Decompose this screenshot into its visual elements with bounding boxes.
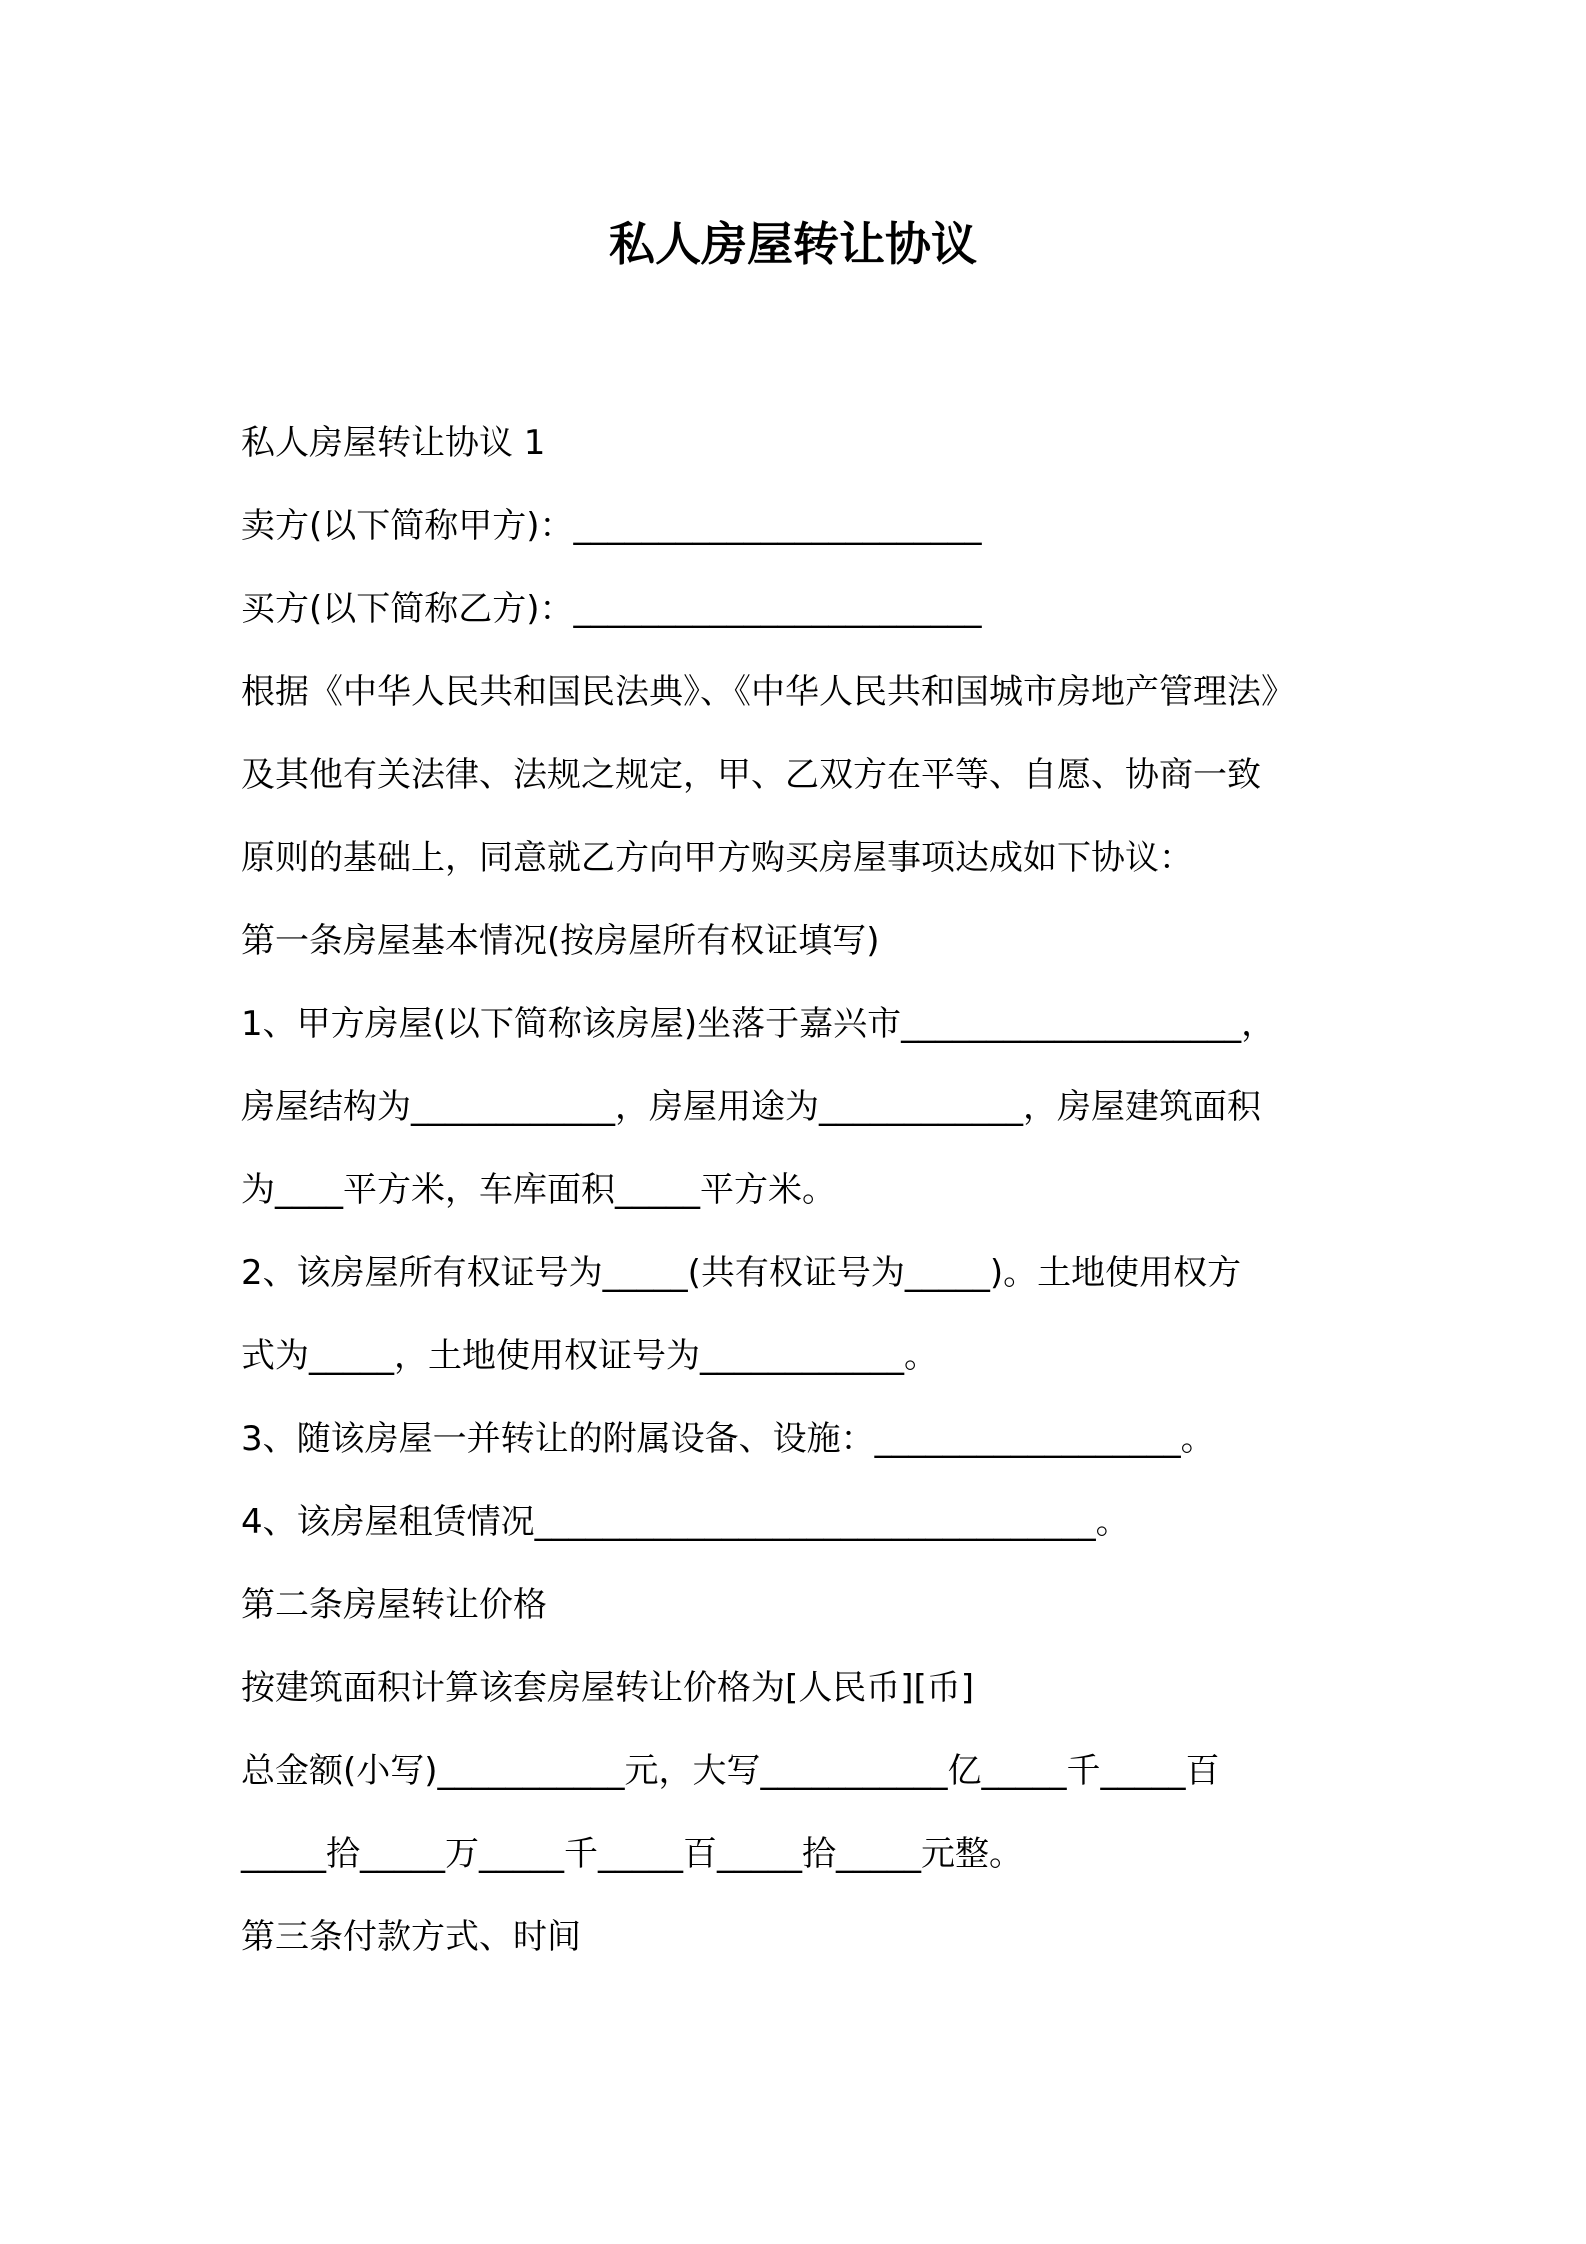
clause-line: 1、甲方房屋(以下简称该房屋)坐落于嘉兴市____________________， <box>241 1004 1276 1044</box>
article-heading: 第二条房屋转让价格 <box>241 1585 547 1625</box>
clause-line: 4、该房屋租赁情况_________________________________。 <box>241 1502 1130 1542</box>
paragraph-line: 原则的基础上，同意就乙方向甲方购买房屋事项达成如下协议： <box>241 838 1193 878</box>
document-title: 私人房屋转让协议 <box>609 217 977 271</box>
clause-line: 为____平方米，车库面积_____平方米。 <box>241 1170 836 1210</box>
paragraph-line: 根据《中华人民共和国民法典》、《中华人民共和国城市房地产管理法》 <box>241 672 1295 712</box>
clause-line: 总金额(小写)___________元，大写___________亿_____千_____百 <box>241 1751 1220 1791</box>
seller-line: 卖方(以下简称甲方)：________________________ <box>241 506 982 546</box>
article-heading: 第一条房屋基本情况(按房屋所有权证填写) <box>241 921 880 961</box>
clause-line: 房屋结构为____________，房屋用途为____________，房屋建筑面积 <box>241 1087 1261 1127</box>
section-heading: 私人房屋转让协议 1 <box>241 423 546 463</box>
clause-line: 3、随该房屋一并转让的附属设备、设施：__________________。 <box>241 1419 1215 1459</box>
clause-line: 2、该房屋所有权证号为_____(共有权证号为_____)。土地使用权方 <box>241 1253 1242 1293</box>
clause-line: _____拾_____万_____千_____百_____拾_____元整。 <box>241 1834 1023 1874</box>
paragraph-line: 及其他有关法律、法规之规定，甲、乙双方在平等、自愿、协商一致 <box>241 755 1261 795</box>
article-heading: 第三条付款方式、时间 <box>241 1917 581 1957</box>
clause-line: 式为_____，土地使用权证号为____________。 <box>241 1336 938 1376</box>
buyer-line: 买方(以下简称乙方)：________________________ <box>241 589 982 629</box>
clause-line: 按建筑面积计算该套房屋转让价格为[人民币][币] <box>241 1668 975 1708</box>
